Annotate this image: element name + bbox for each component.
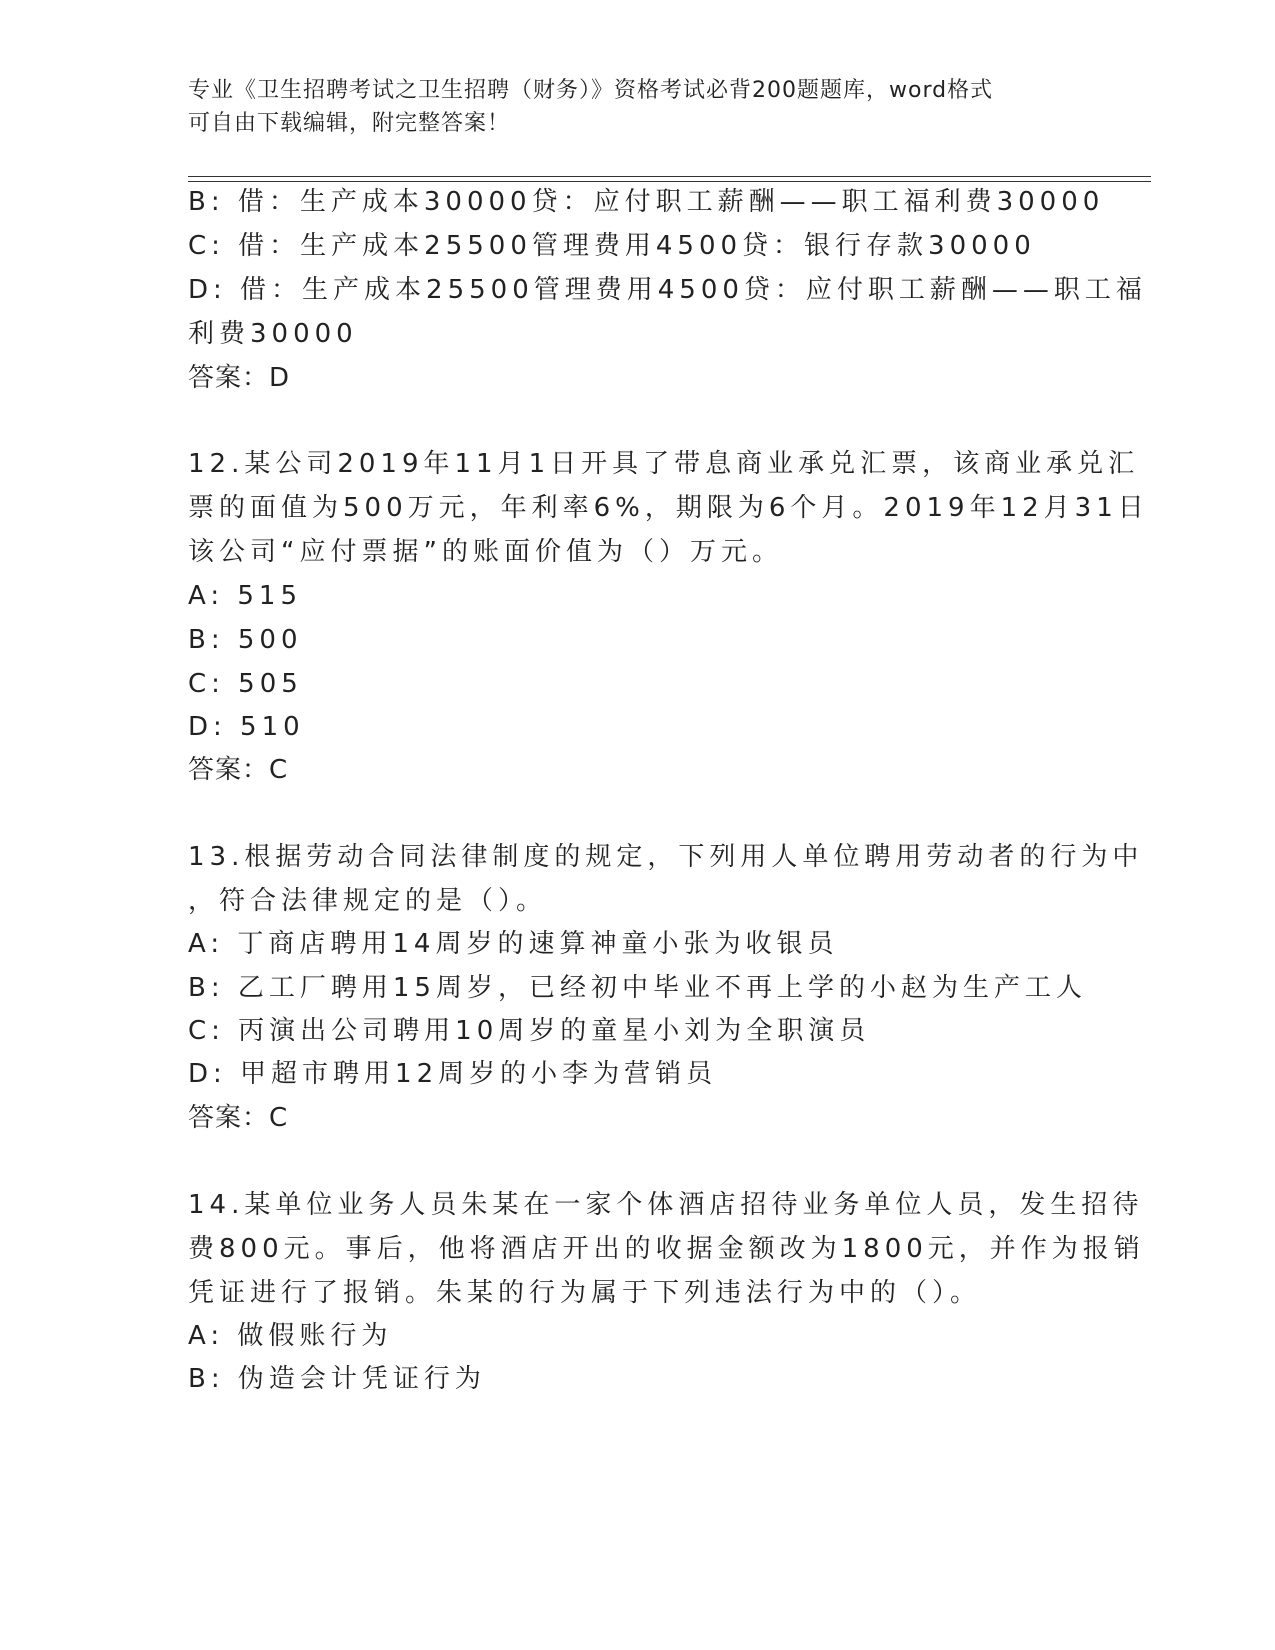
- header-divider-top: [188, 176, 1151, 177]
- q13-option-a: A: 丁商店聘用14周岁的速算神童小张为收银员: [188, 929, 839, 959]
- q12-stem-line-2: 票的面值为500万元，年利率6%，期限为6个月。2019年12月31日: [188, 493, 1149, 523]
- q14-option-b: B: 伪造会计凭证行为: [188, 1364, 486, 1394]
- q12-stem-line-3: 该公司“应付票据”的账面价值为（）万元。: [188, 537, 783, 567]
- header-title-line-1: 专业《卫生招聘考试之卫生招聘（财务）》资格考试必背200题题库，word格式: [188, 78, 994, 103]
- q12-option-a: A: 515: [188, 581, 302, 611]
- q12-option-b: B: 500: [188, 625, 303, 655]
- q11-answer: 答案：D: [188, 363, 291, 393]
- q13-option-b: B: 乙工厂聘用15周岁，已经初中毕业不再上学的小赵为生产工人: [188, 973, 1087, 1003]
- q13-stem-line-2: ，符合法律规定的是（）。: [188, 886, 548, 916]
- q11-option-d-continued: 利费30000: [188, 319, 358, 349]
- q12-stem-line-1: 12.某公司2019年11月1日开具了带息商业承兑汇票，该商业承兑汇: [188, 449, 1140, 479]
- q12-option-c: C: 505: [188, 669, 303, 699]
- q12-option-d: D: 510: [188, 712, 305, 742]
- q14-stem-line-2: 费800元。事后，他将酒店开出的收据金额改为1800元，并作为报销: [188, 1234, 1145, 1264]
- q13-stem-line-1: 13.根据劳动合同法律制度的规定，下列用人单位聘用劳动者的行为中: [188, 842, 1144, 872]
- q11-option-b: B: 借：生产成本30000贷：应付职工薪酬——职工福利费30000: [188, 187, 1105, 217]
- q13-answer: 答案：C: [188, 1103, 289, 1133]
- q11-option-d: D: 借：生产成本25500管理费用4500贷：应付职工薪酬——职工福: [188, 275, 1147, 305]
- q14-option-a: A: 做假账行为: [188, 1321, 393, 1351]
- q11-option-c: C: 借：生产成本25500管理费用4500贷：银行存款30000: [188, 231, 1036, 261]
- header-title-line-2: 可自由下载编辑，附完整答案！: [188, 111, 511, 136]
- document-header: [188, 74, 1088, 140]
- header-divider-bottom: [188, 181, 1151, 182]
- q14-stem-line-3: 凭证进行了报销。朱某的行为属于下列违法行为中的（）。: [188, 1278, 982, 1308]
- q14-stem-line-1: 14.某单位业务人员朱某在一家个体酒店招待业务单位人员，发生招待: [188, 1190, 1144, 1220]
- q13-option-c: C: 丙演出公司聘用10周岁的童星小刘为全职演员: [188, 1016, 871, 1046]
- q12-answer: 答案：C: [188, 755, 289, 785]
- q13-option-d: D: 甲超市聘用12周岁的小李为营销员: [188, 1059, 718, 1089]
